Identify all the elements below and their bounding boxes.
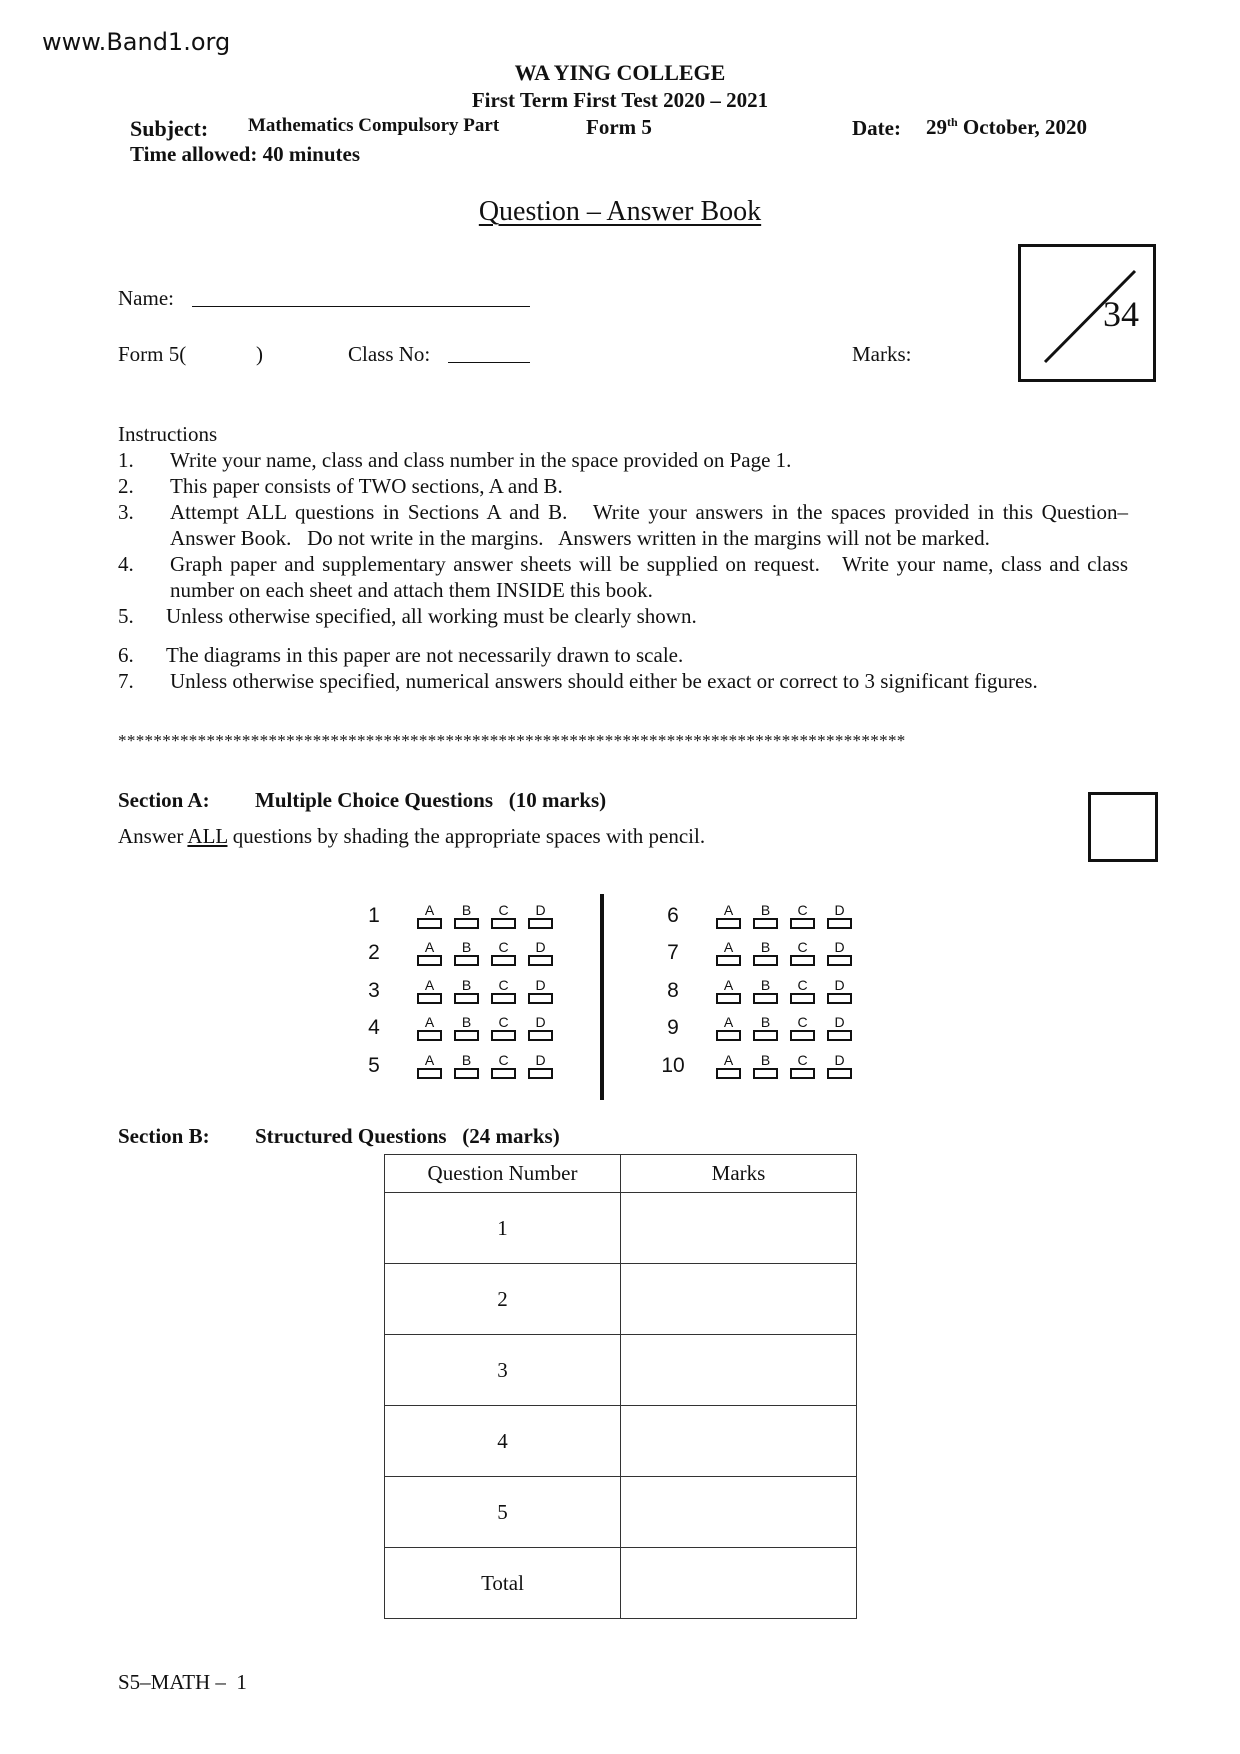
section-a-marks: (10 marks) <box>508 788 607 812</box>
instruction-text: Unless otherwise specified, numerical answers should either be exact or correct to 3 significant figures. <box>170 669 1038 693</box>
question-number-cell: 2 <box>385 1264 621 1335</box>
mcq-option[interactable] <box>448 978 485 1004</box>
section-b-title: Structured Questions <box>255 1124 447 1148</box>
mcq-answer-bubble[interactable] <box>716 993 741 1004</box>
instructions-heading: Instructions <box>118 422 218 446</box>
instruction-number: 2. <box>118 474 134 498</box>
marks-total: 34 <box>1103 294 1139 334</box>
header-question-number: Question Number <box>385 1155 621 1193</box>
mcq-question-row <box>351 935 559 973</box>
mcq-option[interactable] <box>821 978 858 1004</box>
question-number-cell: 5 <box>385 1477 621 1548</box>
marks-label: Marks: <box>852 342 912 366</box>
mcq-answer-bubble[interactable] <box>528 955 553 966</box>
mcq-option-letter: A <box>424 901 435 918</box>
mcq-question-number: 6 <box>667 903 679 927</box>
marks-cell[interactable] <box>621 1477 857 1548</box>
mcq-option[interactable] <box>411 1015 448 1041</box>
mcq-option[interactable] <box>485 903 522 929</box>
mcq-option[interactable] <box>411 1053 448 1079</box>
mcq-answer-bubble[interactable] <box>491 1068 516 1079</box>
instruction-text: Graph paper and supplementary answer sheets will be supplied on request. Write your name, class and class number on each sheet and attach them INSIDE this book. <box>170 552 1134 602</box>
mcq-question-number: 8 <box>667 978 679 1002</box>
mcq-option[interactable] <box>522 1053 559 1079</box>
instruction-post: questions by shading the appropriate spaces with pencil. <box>227 824 706 848</box>
mcq-option-letter: A <box>424 1014 435 1031</box>
mcq-option-letter: C <box>797 976 808 993</box>
mcq-question-row <box>650 935 858 973</box>
mcq-option[interactable] <box>411 903 448 929</box>
mcq-option[interactable] <box>821 1053 858 1079</box>
mcq-option[interactable] <box>448 1053 485 1079</box>
mcq-option-letter: A <box>424 939 435 956</box>
date-rest: October, 2020 <box>957 115 1087 139</box>
date-suffix: th <box>947 115 958 129</box>
mcq-option-letter: C <box>498 976 509 993</box>
mcq-divider <box>600 894 604 1100</box>
mcq-option-letter: B <box>760 1014 771 1031</box>
table-row <box>385 1406 857 1477</box>
mcq-option-letter: C <box>498 1051 509 1068</box>
mcq-answer-bubble[interactable] <box>454 1030 479 1041</box>
form-value: Form 5 <box>586 115 652 139</box>
instruction-number: 4. <box>118 552 134 576</box>
form-class-input[interactable] <box>196 340 246 364</box>
mcq-option[interactable] <box>747 903 784 929</box>
separator-stars: ***************************************************************************************** <box>118 731 906 750</box>
mcq-question-row <box>351 972 559 1010</box>
mcq-answer-bubble[interactable] <box>417 918 442 929</box>
time-allowed: Time allowed: 40 minutes <box>130 142 361 166</box>
mcq-answer-bubble[interactable] <box>827 955 852 966</box>
mcq-option[interactable] <box>784 978 821 1004</box>
mcq-option[interactable] <box>710 903 747 929</box>
mcq-question-number: 1 <box>368 903 380 927</box>
instruction-number: 5. <box>118 604 134 628</box>
mcq-option-letter: C <box>797 939 808 956</box>
mcq-option[interactable] <box>485 1015 522 1041</box>
mcq-option-letter: B <box>461 1014 472 1031</box>
mcq-answer-bubble[interactable] <box>790 918 815 929</box>
table-row-total <box>385 1548 857 1619</box>
mcq-answer-bubble[interactable] <box>491 918 516 929</box>
name-input-line[interactable] <box>192 284 530 307</box>
mcq-option[interactable] <box>522 978 559 1004</box>
mcq-answer-bubble[interactable] <box>454 918 479 929</box>
mcq-option-letter: C <box>797 901 808 918</box>
section-a-score-box[interactable] <box>1088 792 1158 862</box>
mcq-option-letter: B <box>760 1051 771 1068</box>
section-b-heading <box>255 1124 560 1149</box>
mcq-grid-left <box>351 897 559 1085</box>
mcq-option[interactable] <box>411 940 448 966</box>
table-row <box>385 1193 857 1264</box>
subject-label: Subject: <box>130 116 209 141</box>
mcq-option-letter: A <box>424 1051 435 1068</box>
mcq-option-letter: C <box>498 901 509 918</box>
mcq-option[interactable] <box>784 1053 821 1079</box>
mcq-option[interactable] <box>710 1015 747 1041</box>
mcq-option-letter: D <box>834 939 845 956</box>
mcq-option[interactable] <box>747 940 784 966</box>
mcq-option[interactable] <box>821 940 858 966</box>
mcq-option-letter: A <box>723 1014 734 1031</box>
mcq-option-letter: B <box>461 901 472 918</box>
mcq-option[interactable] <box>784 1015 821 1041</box>
mcq-grid-right <box>650 897 858 1085</box>
mcq-answer-bubble[interactable] <box>790 993 815 1004</box>
mcq-answer-bubble[interactable] <box>790 1068 815 1079</box>
book-title: Question – Answer Book <box>478 196 762 227</box>
mcq-option[interactable] <box>485 978 522 1004</box>
section-b-label: Section B: <box>118 1124 210 1148</box>
mcq-answer-bubble[interactable] <box>827 993 852 1004</box>
mcq-option[interactable] <box>448 1015 485 1041</box>
mcq-answer-bubble[interactable] <box>716 918 741 929</box>
mcq-option[interactable] <box>522 1015 559 1041</box>
instruction-item <box>118 473 1128 499</box>
mcq-answer-bubble[interactable] <box>528 1068 553 1079</box>
mcq-answer-bubble[interactable] <box>790 955 815 966</box>
mcq-answer-bubble[interactable] <box>417 1030 442 1041</box>
mcq-option-letter: D <box>834 1051 845 1068</box>
mcq-answer-bubble[interactable] <box>716 1068 741 1079</box>
mcq-option-letter: A <box>723 976 734 993</box>
instruction-item <box>118 603 1128 629</box>
mcq-option[interactable] <box>710 1053 747 1079</box>
mcq-option[interactable] <box>485 1053 522 1079</box>
section-b-marks: (24 marks) <box>462 1124 560 1148</box>
question-number-cell: 1 <box>385 1193 621 1264</box>
mcq-question-number: 10 <box>661 1053 685 1077</box>
mcq-question-row <box>650 1047 858 1085</box>
form-class-label: Form 5( <box>118 342 187 366</box>
instruction-number: 3. <box>118 500 134 524</box>
instruction-text: Write your name, class and class number in the space provided on Page 1. <box>170 448 792 472</box>
table-row <box>385 1477 857 1548</box>
table-header-row <box>385 1155 857 1193</box>
mcq-option-letter: A <box>723 939 734 956</box>
instruction-number: 6. <box>118 643 134 667</box>
mcq-answer-bubble[interactable] <box>491 955 516 966</box>
mcq-option-letter: B <box>760 939 771 956</box>
name-label: Name: <box>118 286 174 310</box>
mcq-option-letter: A <box>723 1051 734 1068</box>
mcq-answer-bubble[interactable] <box>753 1030 778 1041</box>
instruction-number: 1. <box>118 448 134 472</box>
mcq-option-letter: C <box>498 939 509 956</box>
mcq-option[interactable] <box>784 903 821 929</box>
mcq-option[interactable] <box>747 1015 784 1041</box>
instruction-item <box>118 551 1134 603</box>
instruction-item <box>118 642 1128 668</box>
mcq-answer-bubble[interactable] <box>454 955 479 966</box>
mcq-option[interactable] <box>710 978 747 1004</box>
mcq-option[interactable] <box>821 1015 858 1041</box>
section-a-title: Multiple Choice Questions <box>255 788 494 812</box>
mcq-option-letter: D <box>535 901 546 918</box>
mcq-answer-bubble[interactable] <box>827 1030 852 1041</box>
mcq-option-letter: B <box>461 976 472 993</box>
school-name: WA YING COLLEGE <box>514 60 726 85</box>
mcq-option[interactable] <box>710 940 747 966</box>
mcq-answer-bubble[interactable] <box>753 955 778 966</box>
mcq-answer-bubble[interactable] <box>417 1068 442 1079</box>
class-no-label: Class No: <box>348 342 431 366</box>
mcq-option-letter: D <box>834 901 845 918</box>
mcq-question-row <box>650 1010 858 1048</box>
mcq-question-row <box>351 897 559 935</box>
table-row <box>385 1335 857 1406</box>
mcq-answer-bubble[interactable] <box>753 918 778 929</box>
mcq-answer-bubble[interactable] <box>454 993 479 1004</box>
mcq-option[interactable] <box>784 940 821 966</box>
mcq-option[interactable] <box>485 940 522 966</box>
class-no-input-line[interactable] <box>448 340 530 363</box>
mcq-answer-bubble[interactable] <box>528 1030 553 1041</box>
mcq-question-number: 4 <box>368 1016 380 1040</box>
mcq-option-letter: B <box>461 939 472 956</box>
instructions <box>118 421 1134 694</box>
watermark-url: www.Band1.org <box>42 28 231 56</box>
section-b-marks-table <box>384 1154 857 1619</box>
mcq-option[interactable] <box>522 903 559 929</box>
total-label-cell: Total <box>385 1548 621 1619</box>
instruction-text: Unless otherwise specified, all working must be clearly shown. <box>166 604 697 628</box>
mcq-option-letter: D <box>535 1051 546 1068</box>
instruction-item <box>118 668 1128 694</box>
mcq-option-letter: A <box>424 976 435 993</box>
mcq-question-number: 2 <box>368 941 380 965</box>
total-marks-cell[interactable] <box>621 1548 857 1619</box>
mcq-question-number: 3 <box>368 978 380 1002</box>
mcq-option-letter: C <box>797 1014 808 1031</box>
mcq-answer-bubble[interactable] <box>753 1068 778 1079</box>
mcq-option[interactable] <box>411 978 448 1004</box>
section-a-instruction <box>118 824 705 849</box>
table-row <box>385 1264 857 1335</box>
section-a-heading <box>255 788 606 813</box>
mcq-question-number: 5 <box>368 1053 380 1077</box>
mcq-question-number: 7 <box>667 941 679 965</box>
question-number-cell: 3 <box>385 1335 621 1406</box>
mcq-question-row <box>351 1047 559 1085</box>
mcq-option[interactable] <box>448 903 485 929</box>
mcq-answer-bubble[interactable] <box>491 993 516 1004</box>
mcq-option-letter: D <box>535 1014 546 1031</box>
mcq-answer-bubble[interactable] <box>528 993 553 1004</box>
instruction-text: This paper consists of TWO sections, A and B. <box>170 474 563 498</box>
mcq-option[interactable] <box>522 940 559 966</box>
mcq-answer-bubble[interactable] <box>827 918 852 929</box>
mcq-option-letter: B <box>760 901 771 918</box>
marks-cell[interactable] <box>621 1406 857 1477</box>
instruction-item <box>118 499 1128 551</box>
mcq-answer-bubble[interactable] <box>491 1030 516 1041</box>
instruction-emphasis: ALL <box>187 824 228 848</box>
mcq-answer-bubble[interactable] <box>454 1068 479 1079</box>
mcq-option[interactable] <box>747 1053 784 1079</box>
mcq-option-letter: C <box>498 1014 509 1031</box>
question-number-cell: 4 <box>385 1406 621 1477</box>
mcq-answer-bubble[interactable] <box>716 955 741 966</box>
mcq-answer-bubble[interactable] <box>716 1030 741 1041</box>
instruction-pre: Answer <box>118 824 188 848</box>
mcq-answer-bubble[interactable] <box>417 993 442 1004</box>
mcq-question-number: 9 <box>667 1016 679 1040</box>
mcq-option-letter: D <box>834 1014 845 1031</box>
mcq-option-letter: D <box>834 976 845 993</box>
mcq-question-row <box>351 1010 559 1048</box>
section-a-label: Section A: <box>118 788 210 812</box>
mcq-option-letter: C <box>797 1051 808 1068</box>
mcq-option[interactable] <box>448 940 485 966</box>
mcq-answer-bubble[interactable] <box>417 955 442 966</box>
mcq-answer-bubble[interactable] <box>753 993 778 1004</box>
date-day: 29 <box>926 115 947 139</box>
date-value <box>926 115 1087 140</box>
header-marks: Marks <box>621 1155 857 1193</box>
mcq-option[interactable] <box>747 978 784 1004</box>
subject-value: Mathematics Compulsory Part <box>248 115 500 136</box>
mcq-option-letter: D <box>535 976 546 993</box>
instruction-item <box>118 447 1128 473</box>
mcq-question-row <box>650 897 858 935</box>
mcq-option[interactable] <box>821 903 858 929</box>
instruction-text: Attempt ALL questions in Sections A and B. Write your answers in the spaces provided in this Question–Answer Book. Do not write in the margins. Answers written in the margins will not be marked. <box>170 500 1128 550</box>
mcq-answer-bubble[interactable] <box>528 918 553 929</box>
page-footer: S5–MATH – 1 <box>118 1670 247 1694</box>
marks-cell[interactable] <box>621 1193 857 1264</box>
marks-cell[interactable] <box>621 1264 857 1335</box>
date-label: Date: <box>852 116 901 140</box>
mcq-option-letter: D <box>535 939 546 956</box>
exam-title: First Term First Test 2020 – 2021 <box>471 88 769 112</box>
form-class-close: ) <box>256 342 263 366</box>
mcq-option-letter: A <box>723 901 734 918</box>
instruction-text: The diagrams in this paper are not necessarily drawn to scale. <box>166 643 684 667</box>
mcq-option-letter: B <box>760 976 771 993</box>
instruction-number: 7. <box>118 669 134 693</box>
mcq-option-letter: B <box>461 1051 472 1068</box>
mcq-answer-bubble[interactable] <box>790 1030 815 1041</box>
marks-box[interactable] <box>1018 244 1156 382</box>
marks-cell[interactable] <box>621 1335 857 1406</box>
mcq-question-row <box>650 972 858 1010</box>
mcq-answer-bubble[interactable] <box>827 1068 852 1079</box>
